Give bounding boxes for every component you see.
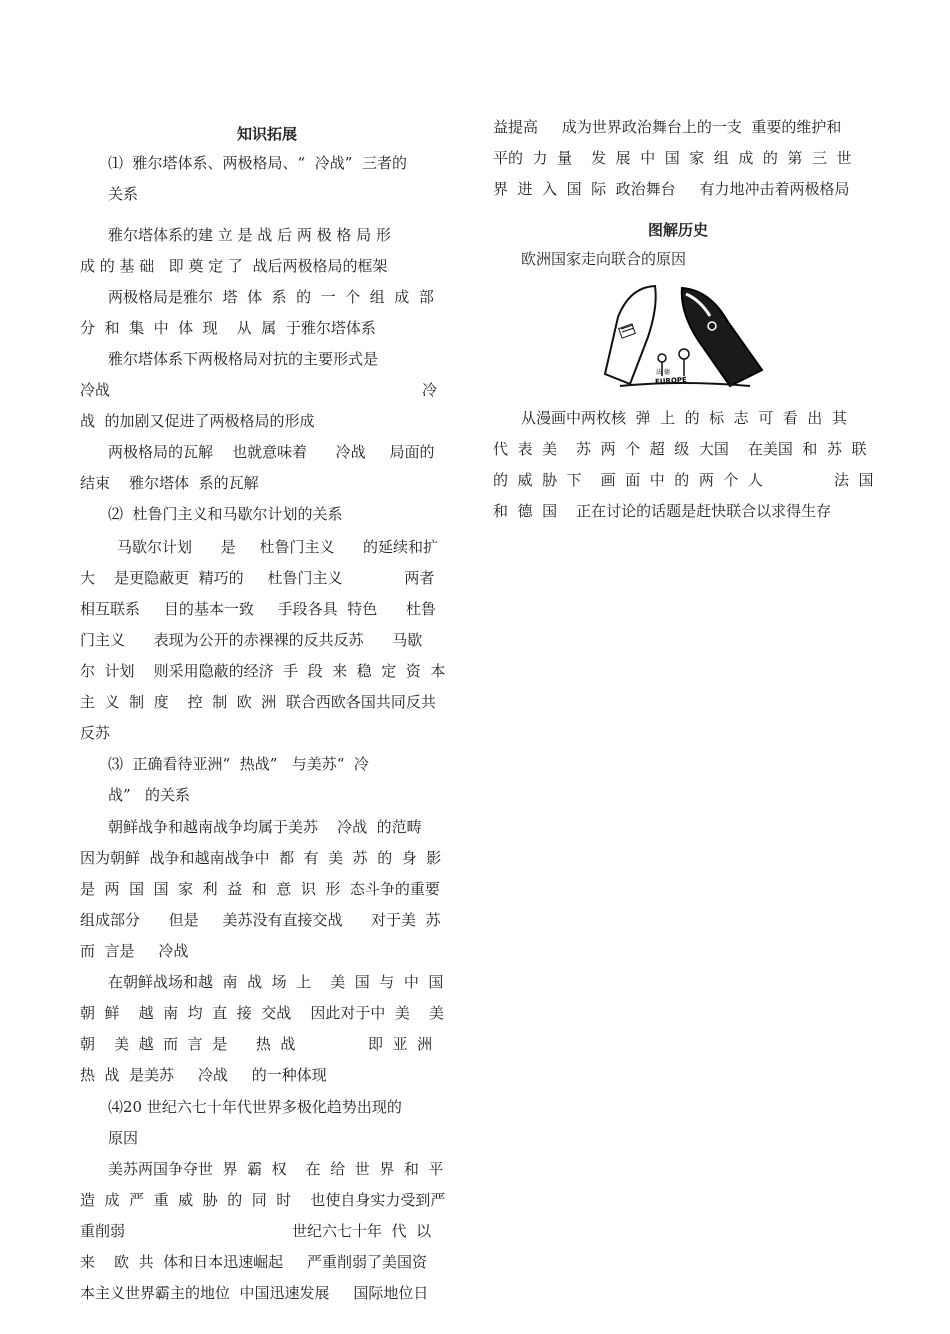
text-line: 两极格局的瓦解 也就意味着 冷战 局面的	[108, 443, 435, 461]
text-line: 冷	[422, 381, 438, 399]
text-line: 即 亚 洲	[368, 1035, 433, 1053]
text-line: 法 国	[834, 471, 874, 489]
text-line: 重削弱	[80, 1222, 126, 1240]
text-line: 分 和 集 中 体 现 从 属 于雅尔塔体系	[80, 319, 376, 337]
text-line: 尔 计划 则采用隐蔽的经济 手 段 来 稳 定 资 本	[80, 662, 446, 680]
text-line: 在朝鲜战场和越 南 战 场 上 美 国 与 中 国	[108, 973, 444, 991]
text-line: 平的 力 量 发 展 中 国 家 组 成 的 第 三 世	[493, 149, 852, 167]
text-line: 朝鲜战争和越南战争均属于美苏 冷战 的范畴	[108, 818, 422, 836]
text-line: 因为朝鲜 战争和越南战争中 都 有 美 苏 的 身 影	[80, 849, 442, 867]
text-line: 美苏两国争夺世 界 霸 权 在 给 世 界 和 平	[108, 1160, 444, 1178]
text-line: 雅尔塔体系下两极格局对抗的主要形式是	[108, 350, 379, 368]
text-line: 战 的加剧又促进了两极格局的形成	[80, 412, 315, 430]
text-line: 成 的 基 础 即 奠 定 了 战后两极格局的框架	[80, 257, 388, 275]
text-line: 从漫画中两枚核 弹 上 的 标 志 可 看 出 其	[521, 409, 847, 427]
text-line: 马歇尔计划 是 杜鲁门主义 的延续和扩	[117, 538, 439, 556]
text-line: 战” 的关系	[108, 786, 190, 804]
cartoon-label-europe: EUROPE	[654, 375, 688, 387]
text-line: 世纪六七十年 代 以	[292, 1222, 432, 1240]
text-line: 相互联系 目的基本一致 手段各具 特色 杜鲁	[80, 600, 436, 618]
political-cartoon-illustration	[600, 282, 765, 394]
section-heading-illustrated-history: 图解历史	[648, 221, 709, 239]
text-line: ⑶ 正确看待亚洲“ 热战” 与美苏“ 冷	[108, 755, 369, 773]
text-line: 朝 鲜 越 南 均 直 接 交战 因此对于中 美 美	[80, 1004, 444, 1022]
text-line: 大 是更隐蔽更 精巧的 杜鲁门主义 两者	[80, 569, 435, 587]
cartoon-label-france-germany: 法 德	[656, 369, 670, 376]
text-line: 来 欧 共 体和日本迅速崛起 严重削弱了美国资	[80, 1253, 427, 1271]
text-line: 雅尔塔体系的建 立 是 战 后 两 极 格 局 形	[108, 226, 391, 244]
text-line: 两极格局是雅尔 塔 体 系 的 一 个 组 成 部	[108, 288, 434, 306]
text-line: ⑴ 雅尔塔体系、两极格局、“ 冷战” 三者的	[108, 154, 407, 172]
text-line: 益提高 成为世界政治舞台上的一支 重要的维护和	[493, 118, 842, 136]
text-line: 热 战 是美苏 冷战 的一种体现	[80, 1066, 327, 1084]
text-line: 组成部分 但是 美苏没有直接交战 对于美 苏	[80, 911, 441, 929]
text-line: 反苏	[80, 724, 111, 742]
text-line: 而 言是 冷战	[80, 942, 189, 960]
text-line: 门主义 表现为公开的赤裸裸的反共反苏 马歇	[80, 631, 423, 649]
text-line: 代 表 美 苏 两 个 超 级 大国 在美国 和 苏 联	[493, 440, 867, 458]
text-line: ⑷20 世纪六七十年代世界多极化趋势出现的	[108, 1098, 402, 1116]
figure-subtitle: 欧洲国家走向联合的原因	[521, 250, 687, 268]
text-line: 关系	[108, 185, 139, 203]
text-line: 主 义 制 度 控 制 欧 洲 联合西欧各国共同反共	[80, 693, 436, 711]
text-line: 的 威 胁 下 画 面 中 的 两 个 人	[493, 471, 763, 489]
section-heading-knowledge-extension: 知识拓展	[237, 125, 298, 143]
text-line: 是 两 国 国 家 利 益 和 意 识 形 态斗争的重要	[80, 880, 440, 898]
text-line: 和 德 国 正在讨论的话题是赶快联合以求得生存	[493, 502, 832, 520]
text-line: 造 成 严 重 威 胁 的 同 时 也使自身实力受到严	[80, 1191, 446, 1209]
text-line: 冷战	[80, 381, 111, 399]
text-line: 朝 美 越 而 言 是 热 战	[80, 1035, 296, 1053]
text-line: 界 进 入 国 际 政治舞台 有力地冲击着两极格局	[493, 180, 850, 198]
text-line: ⑵ 杜鲁门主义和马歇尔计划的关系	[108, 505, 343, 523]
text-line: 原因	[108, 1129, 139, 1147]
text-line: 本主义世界霸主的地位 中国迅速发展 国际地位日	[80, 1284, 429, 1302]
text-line: 结束 雅尔塔体 系的瓦解	[80, 474, 259, 492]
